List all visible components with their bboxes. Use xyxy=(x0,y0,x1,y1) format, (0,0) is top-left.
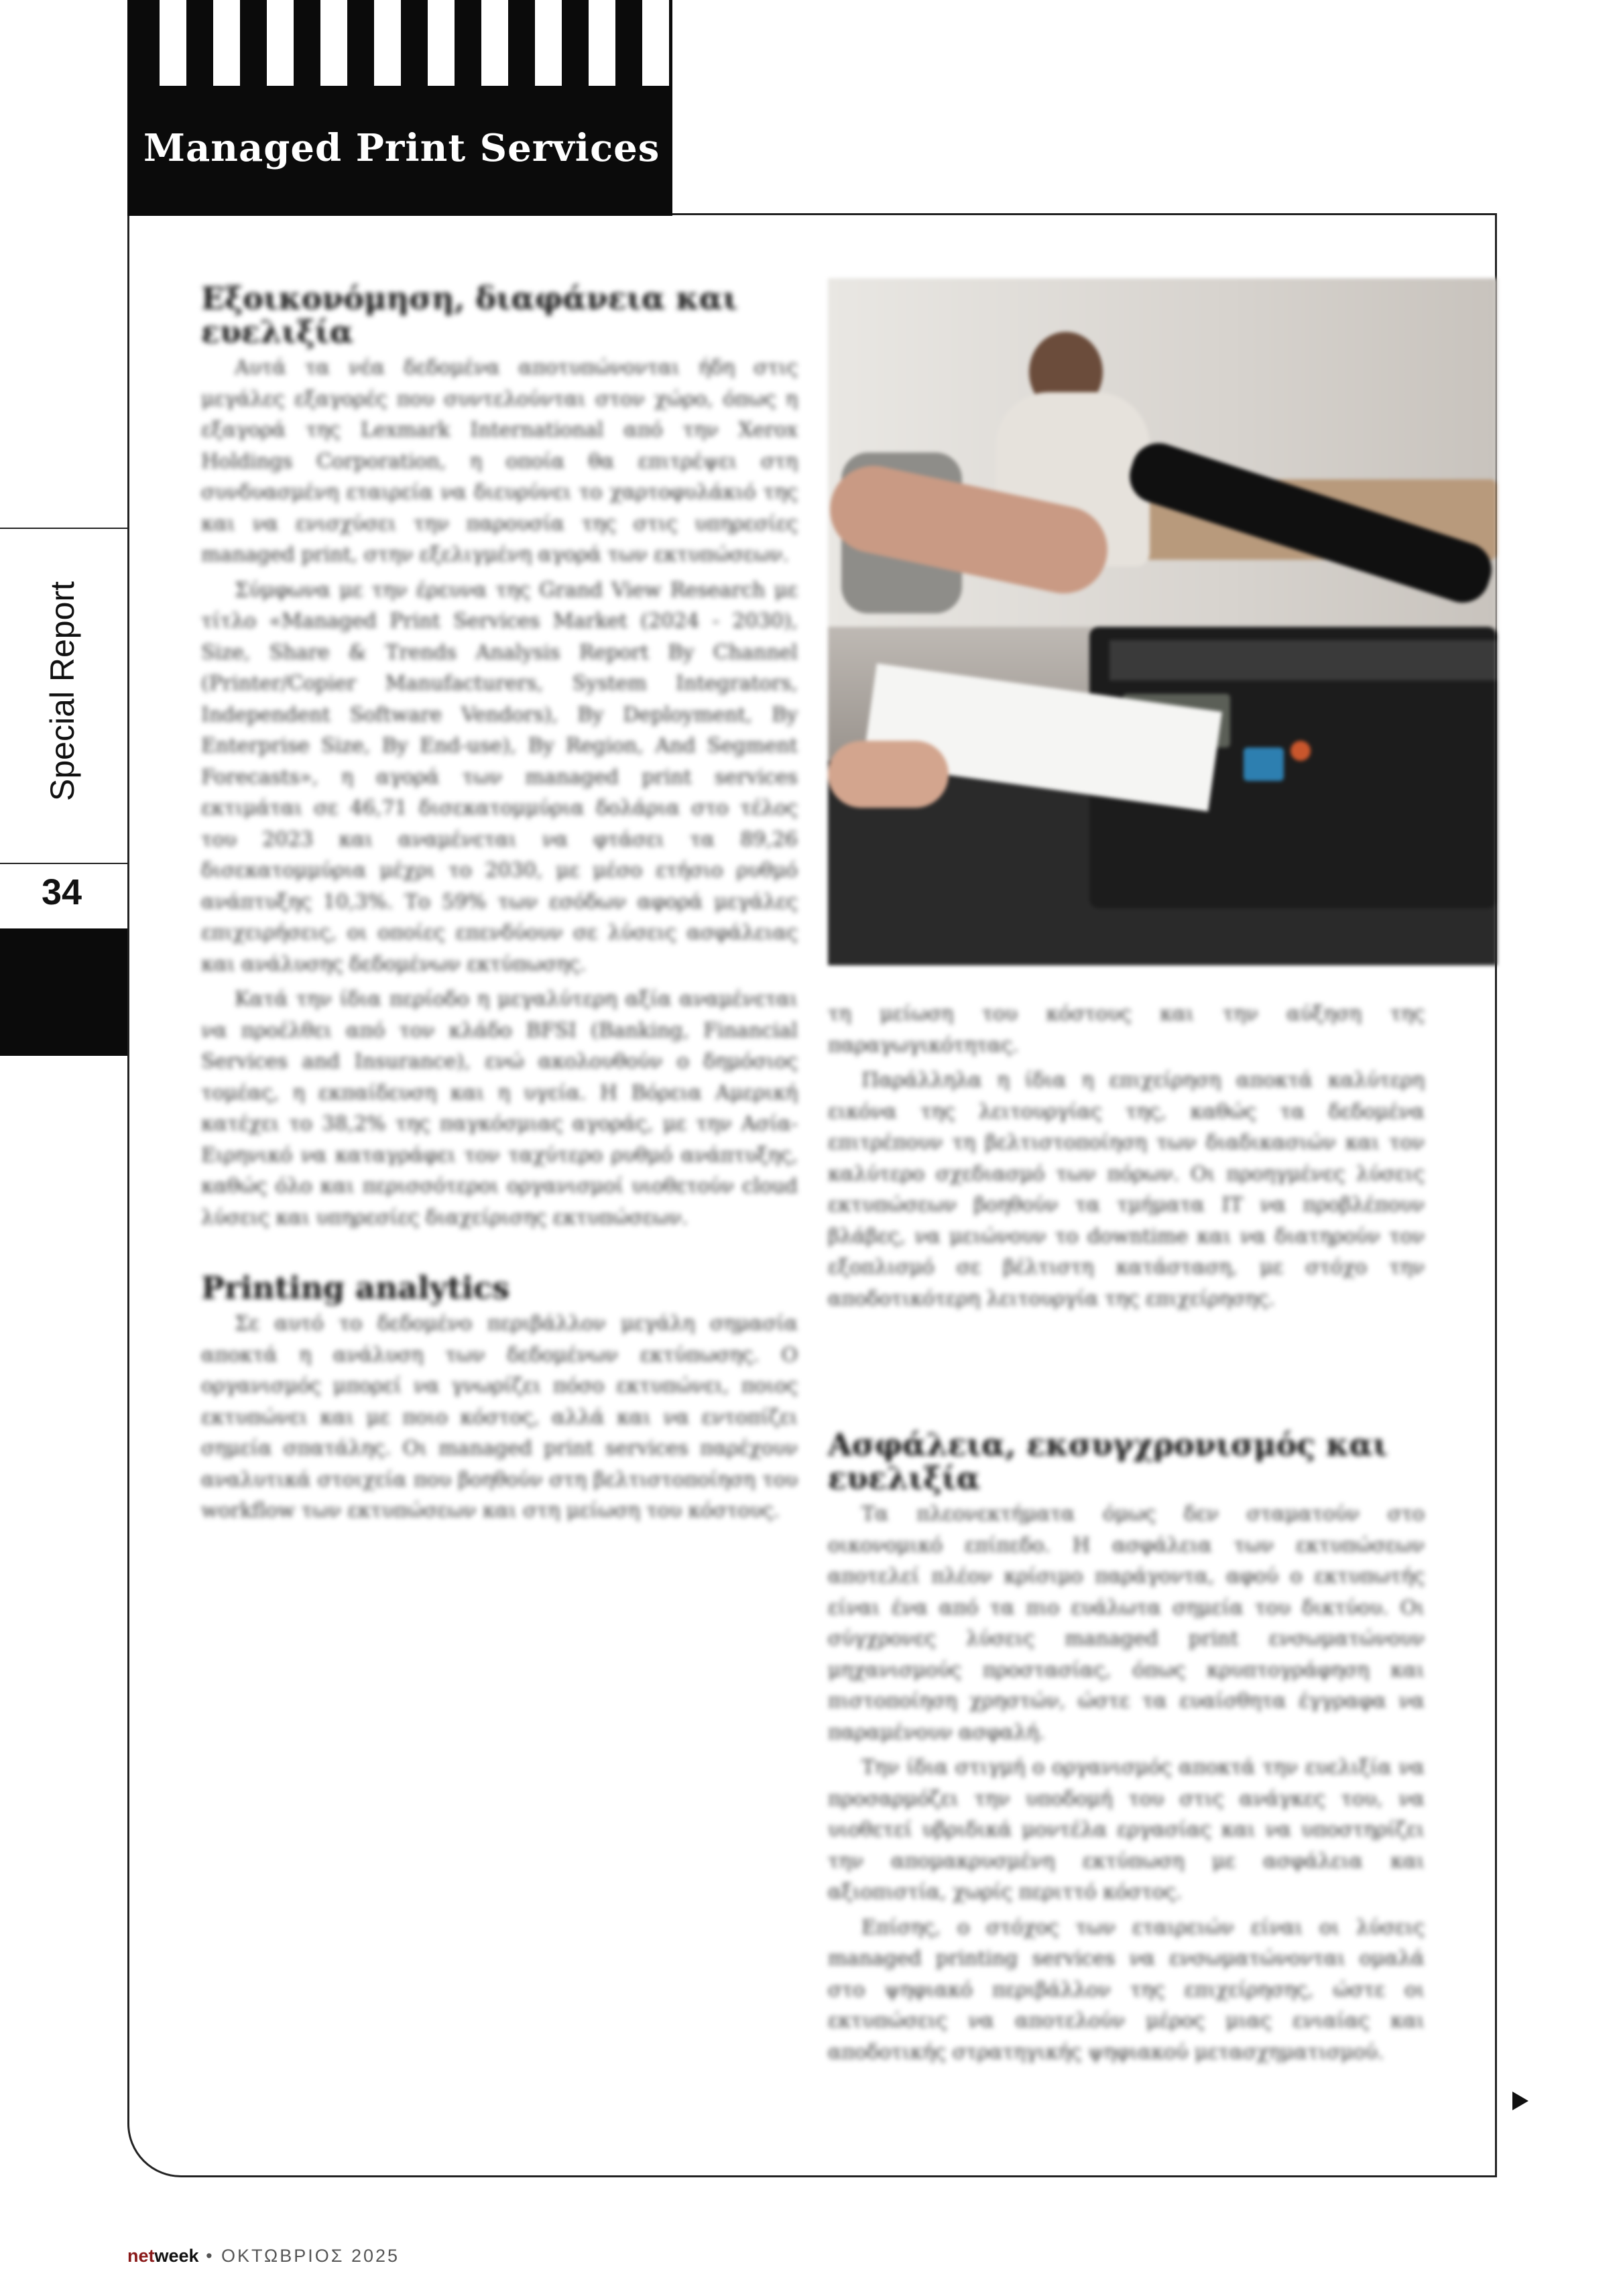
article-paragraph: Παράλληλα η ίδια η επιχείρηση αποκτά καλύτερη εικόνα της λειτουργίας της, καθώς τα δεδομένα επιτρέπουν τη βελτιστοποίηση των διαδικασιών και τον καλύτερο σχεδιασμό των πόρων. Οι προηγμένες λύσεις εκτυπώσεων βοηθούν τα τμήματα IT να προβλέπουν βλάβες, να μειώνουν το downtime και να διατηρούν τον εξοπλισμό σε βέλτιστη κατάσταση, με στόχο την αποδοτικότερη λειτουργία της επιχείρησης. xyxy=(828,1069,1425,1311)
article-paragraph: Κατά την ίδια περίοδο η μεγαλύτερη αξία αναμένεται να προέλθει από τον κλάδο BFSI (Banking, Financial Services and Insurance), ενώ ακολουθούν ο δημόσιος τομέας, η εκπαίδευση και η υγεία. Η Βόρεια Αμερική κατέχει το 38,2% της παγκόσμιας αγοράς, με την Ασία-Ειρηνικό να καταγράφει τον ταχύτερο ρυθμό ανάπτυξης, καθώς όλο και περισσότεροι οργανισμοί υιοθετούν cloud λύσεις και υπηρεσίες διαχείρισης εκτυπώσεων. xyxy=(201,987,798,1229)
article-paragraph: τη μείωση του κόστους και την αύξηση της παραγωγικότητας. xyxy=(828,1002,1425,1057)
section-title: Managed Print Services xyxy=(143,126,660,170)
issue-date: ΟΚΤΩΒΡΙΟΣ 2025 xyxy=(221,2246,400,2266)
brand-logo-week: week xyxy=(154,2246,199,2266)
brand-logo-net: net xyxy=(127,2246,155,2266)
side-divider-bottom xyxy=(0,863,127,864)
side-black-block xyxy=(0,928,127,1056)
side-divider-top xyxy=(0,528,127,529)
article-paragraph: Επίσης, ο στόχος των εταιρειών είναι οι λύσεις managed printing services να ενσωματώνονται ομαλά στο ψηφιακό περιβάλλον της επιχείρησης, ώστε οι εκτυπώσεις να αποτελούν μέρος μιας ενιαίας και αποδοτικής στρατηγικής ψηφιακού μετασχηματισμού. xyxy=(828,1915,1425,2064)
article-paragraph: Σύμφωνα με την έρευνα της Grand View Research με τίτλο «Managed Print Services Market (2024 - 2030), Size, Share & Trends Analysis Report By Channel (Printer/Copier Manufacturers, System Integrators, Independent Software Vendors), By Deployment, By Enterprise Size, By End-use), By Region, And Segment Forecasts», η αγορά των managed print services εκτιμάται σε 46,71 δισεκατομμύρια δολάρια στο τέλος του 2023 και αναμένεται να φτάσει τα 89,26 δισεκατομμύρια μέχρι το 2030, με μέσο ετήσιο ρυθμό ανάπτυξης 10,3%. Το 59% των εσόδων αφορά μεγάλες επιχειρήσεις, οι οποίες επενδύουν σε λύσεις ασφάλειας και ανάλυσης δεδομένων εκτύπωσης. xyxy=(201,578,798,976)
section-label: Special Report xyxy=(44,581,81,801)
article-paragraph: Τα πλεονεκτήματα όμως δεν σταματούν στο οικονομικό επίπεδο. Η ασφάλεια των εκτυπώσεων αποτελεί πλέον κρίσιμο παράγοντα, αφού ο εκτυπωτής είναι ένα από τα πιο ευάλωτα σημεία του δικτύου. Οι σύγχρονες λύσεις managed print ενσωματώνουν μηχανισμούς προστασίας, όπως κρυπτογράφηση και πιστοποίηση χρηστών, ώστε τα ευαίσθητα έγγραφα να παραμένουν ασφαλή. xyxy=(828,1502,1425,1744)
stripe-pattern xyxy=(160,0,642,86)
arrow-right-icon xyxy=(1512,2092,1528,2110)
article-heading-security: Ασφάλεια, εκσυγχρονισμός και ευελιξία xyxy=(828,1427,1388,1496)
office-printer-photo xyxy=(828,278,1497,965)
page-footer xyxy=(127,2246,400,2267)
article-column-right-lower xyxy=(828,1428,1425,2072)
article-paragraph: Την ίδια στιγμή ο οργανισμός αποκτά την ευελιξία να προσαρμόζει την υποδομή του στις ανάγκες του, να υιοθετεί υβριδικά μοντέλα εργασίας και να υποστηρίζει την απομακρυσμένη εκτύπωση με ασφάλεια και αξιοπιστία, χωρίς περιττό κόστος. xyxy=(828,1756,1425,1904)
section-header xyxy=(127,0,672,213)
article-column-right xyxy=(828,999,1425,1319)
article-heading-savings: Εξοικονόμηση, διαφάνεια και ευελιξία xyxy=(201,280,738,350)
footer-separator: • xyxy=(206,2246,215,2266)
article-column-left xyxy=(201,282,798,1531)
page-number: 34 xyxy=(42,872,82,912)
article-paragraph: Σε αυτό το δεδομένο περιβάλλον μεγάλη σημασία αποκτά η ανάλυση των δεδομένων εκτύπωσης. Ο οργανισμός μπορεί να γνωρίζει πόσο εκτυπώνει, ποιος εκτυπώνει και με ποιο κόστος, αλλά και να εντοπίζει σημεία σπατάλης. Οι managed print services παρέχουν αναλυτικά στοιχεία που βοηθούν στη βελτιστοποίηση του workflow των εκτυπώσεων και στη μείωση του κόστους. xyxy=(201,1312,798,1522)
article-heading-analytics: Printing analytics xyxy=(201,1270,509,1306)
frame-top-join xyxy=(127,213,672,216)
article-paragraph: Αυτά τα νέα δεδομένα αποτυπώνονται ήδη στις μεγάλες εξαγορές που συντελούνται στον χώρο, όπως η εξαγορά της Lexmark International από την Xerox Holdings Corporation, η οποία θα επιτρέψει στη συνδυασμένη εταιρεία να διευρύνει το χαρτοφυλάκιό της και να ενισχύσει την παρουσία της στις υπηρεσίες managed print, στην εξελιγμένη αγορά των εκτυπώσεων. xyxy=(201,356,798,566)
